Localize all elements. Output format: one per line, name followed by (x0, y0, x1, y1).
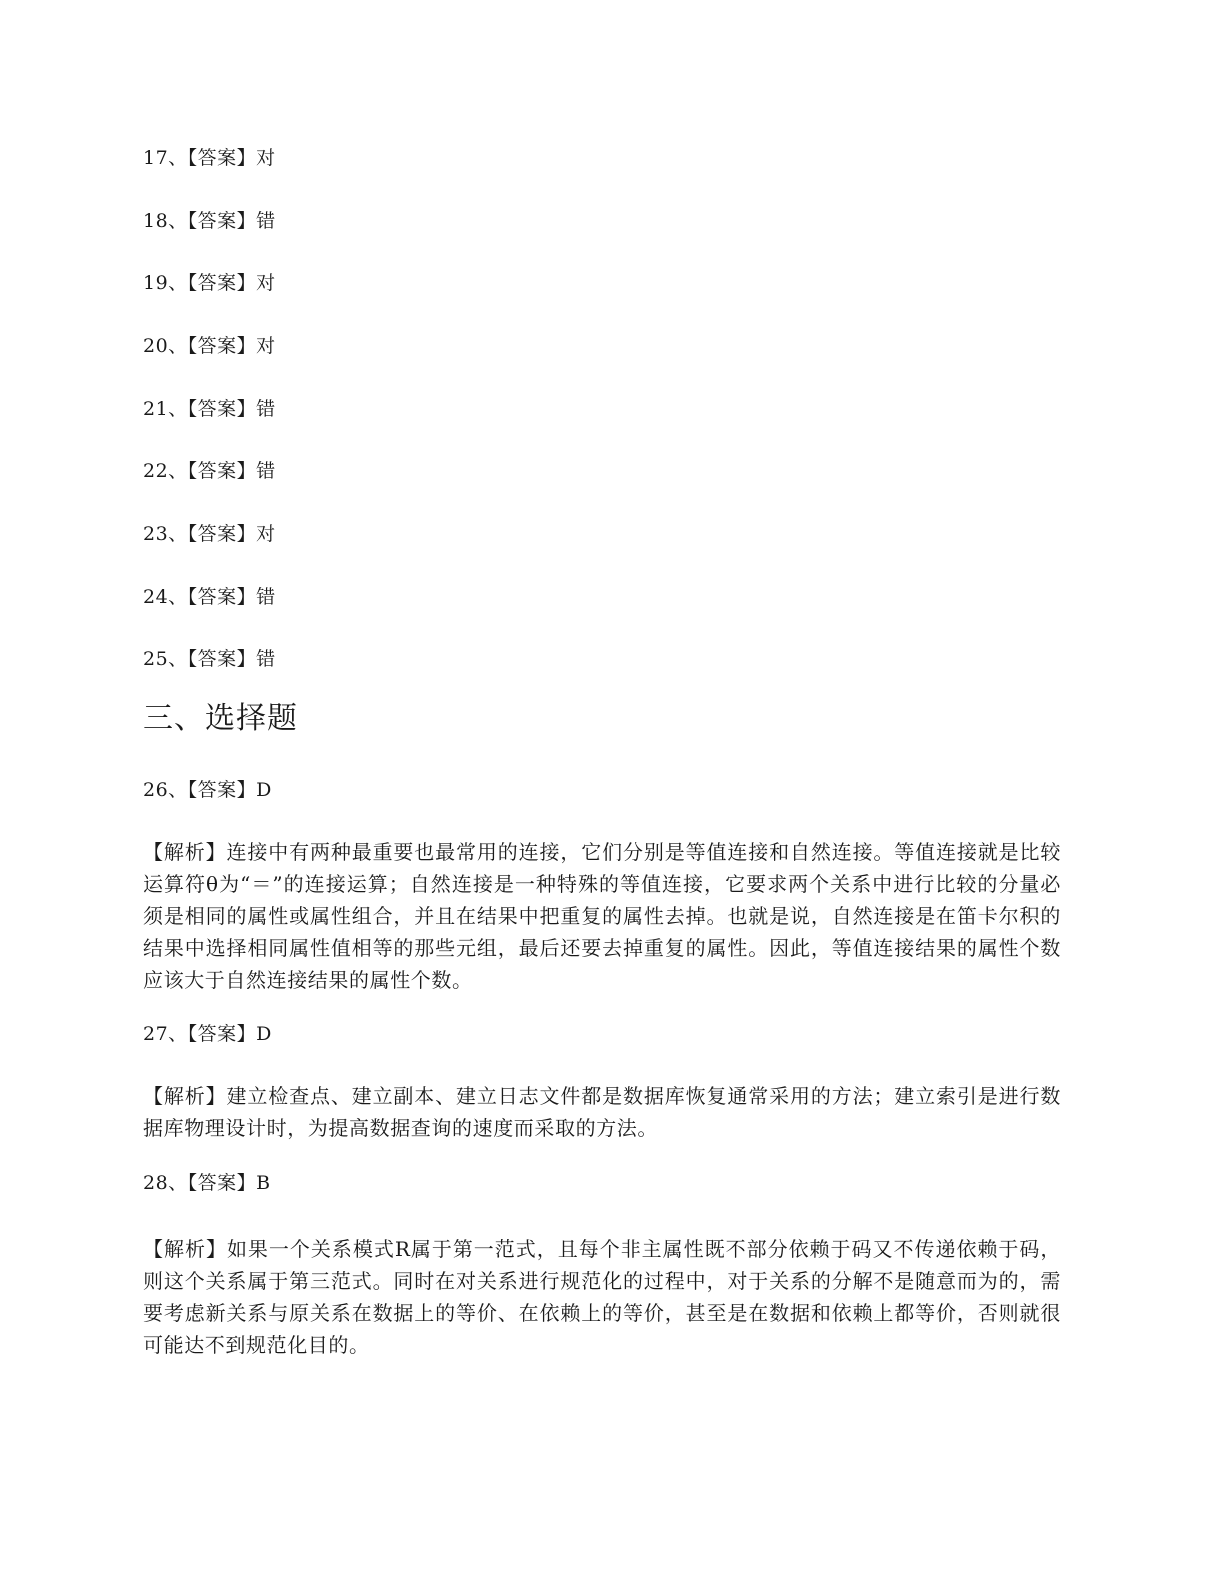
analysis-28: 【解析】如果一个关系模式R属于第一范式，且每个非主属性既不部分依赖于码又不传递依赖于码，则这个关系属于第三范式。同时在对关系进行规范化的过程中，对于关系的分解不是随意而为的，需要考虑新关系与原关系在数据上的等价、在依赖上的等价，甚至是在数据和依赖上都等价，否则就很可能达不到规范化目的。 (143, 1237, 1061, 1357)
answer-22: 22、【答案】错 (143, 460, 276, 482)
analysis-27: 【解析】建立检查点、建立副本、建立日志文件都是数据库恢复通常采用的方法；建立索引是进行数据库物理设计时，为提高数据查询的速度而采取的方法。 (143, 1084, 1061, 1140)
answer-25: 25、【答案】错 (143, 648, 276, 670)
answer-17: 17、【答案】对 (143, 147, 276, 169)
answer-19: 19、【答案】对 (143, 272, 276, 294)
answer-24: 24、【答案】错 (143, 586, 276, 608)
answer-27: 27、【答案】D (143, 1023, 272, 1045)
answer-20: 20、【答案】对 (143, 335, 276, 357)
answer-23: 23、【答案】对 (143, 523, 276, 545)
answer-26: 26、【答案】D (143, 779, 272, 801)
answer-28: 28、【答案】B (143, 1172, 271, 1194)
answer-21: 21、【答案】错 (143, 398, 276, 420)
section-heading: 三、选择题 (143, 701, 298, 736)
answer-18: 18、【答案】错 (143, 210, 276, 232)
analysis-26: 【解析】连接中有两种最重要也最常用的连接，它们分别是等值连接和自然连接。等值连接就是比较运算符θ为“＝”的连接运算；自然连接是一种特殊的等值连接，它要求两个关系中进行比较的分量必须是相同的属性或属性组合，并且在结果中把重复的属性去掉。也就是说，自然连接是在笛卡尔积的结果中选择相同属性值相等的那些元组，最后还要去掉重复的属性。因此，等值连接结果的属性个数应该大于自然连接结果的属性个数。 (143, 840, 1061, 992)
